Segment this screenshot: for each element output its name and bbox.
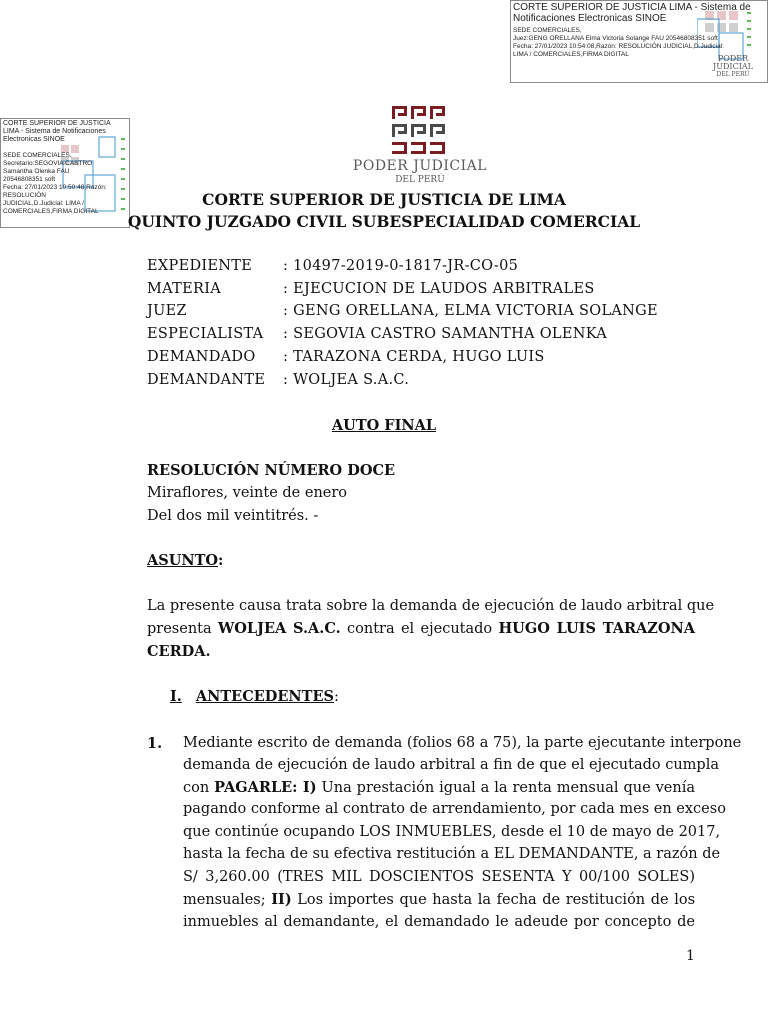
- paragraph-line: mensuales; II) Los importes que hasta la fecha de restitución de los: [183, 891, 696, 908]
- court-name: CORTE SUPERIOR DE JUSTICIA DE LIMA: [202, 190, 566, 209]
- paragraph-line: pagando conforme al contrato de arrendamiento, por cada mes en exceso: [183, 801, 726, 817]
- logo-subtitle: DEL PERÚ: [395, 175, 445, 185]
- digital-signature-stamp-judge: [510, 0, 768, 83]
- item-number: 1.: [147, 735, 163, 752]
- paragraph-line: La presente causa trata sobre la demanda de ejecución de laudo arbitral que: [147, 598, 715, 614]
- resolution-number: RESOLUCIÓN NÚMERO DOCE: [147, 462, 396, 479]
- paragraph-line: S/ 3,260.00 (TRES MIL DOSCIENTOS SESENTA Y 00/100 SOLES): [183, 869, 695, 885]
- document-title: AUTO FINAL: [331, 417, 437, 434]
- meta-value: : 10497-2019-0-1817-JR-CO-05: [283, 258, 519, 274]
- stamp-details: SEDE COMERCIALES, Juez:GENG ORELLANA Elma Victoria Solange FAU 20546808351 soft Fecha: 27/01/2023 10:54:08,Razón: RESOLUCIÓN JUDICIAL,D.Judicial: LIMA / COMERCIALES,FIRMA DIGITAL: [513, 27, 724, 58]
- paragraph-line: que continúe ocupando LOS INMUEBLES, desde el 10 de mayo de 2017,: [183, 824, 721, 840]
- paragraph-line: demanda de ejecución de laudo arbitral a fin de que el ejecutado cumpla: [183, 757, 719, 773]
- court-division: QUINTO JUZGADO CIVIL SUBESPECIALIDAD COMERCIAL: [127, 212, 641, 231]
- poder-judicial-emblem-icon: [390, 104, 448, 156]
- stamp-title: CORTE SUPERIOR DE JUSTICIA LIMA - Sistema de Notificaciones Electronicas SINOE: [513, 2, 751, 24]
- paragraph-line: con PAGARLE: I) Una prestación igual a la renta mensual que venía: [183, 779, 695, 796]
- paragraph-line: CERDA.: [147, 643, 211, 660]
- stamp-seal-name: PODER JUDICIAL DEL PERÚ: [713, 54, 753, 78]
- meta-label: ESPECIALISTA: [147, 326, 264, 342]
- asunto-heading: ASUNTO:: [147, 552, 224, 569]
- meta-value: : TARAZONA CERDA, HUGO LUIS: [283, 349, 545, 365]
- meta-value: : GENG ORELLANA, ELMA VICTORIA SOLANGE: [283, 303, 658, 319]
- page-number: 1: [686, 948, 695, 964]
- meta-label: DEMANDADO: [147, 349, 256, 365]
- paragraph-line: presenta WOLJEA S.A.C. contra el ejecutado HUGO LUIS TARAZONA: [147, 620, 695, 637]
- stamp-title: CORTE SUPERIOR DE JUSTICIA LIMA - Sistema de Notificaciones Electronicas SINOE: [3, 120, 111, 143]
- poder-judicial-logo: [350, 104, 490, 184]
- meta-value: : WOLJEA S.A.C.: [283, 372, 410, 388]
- year-line: Del dos mil veintitrés. -: [147, 508, 319, 524]
- logo-name: PODER JUDICIAL: [352, 158, 488, 174]
- meta-label: JUEZ: [147, 303, 187, 319]
- paragraph-line: hasta la fecha de su efectiva restitución a EL DEMANDANTE, a razón de: [183, 846, 721, 862]
- paragraph-line: Mediante escrito de demanda (folios 68 a 75), la parte ejecutante interpone: [183, 735, 742, 751]
- place-date: Miraflores, veinte de enero: [147, 485, 348, 501]
- paragraph-line: inmuebles al demandante, el demandado le adeude por concepto de: [183, 914, 695, 930]
- meta-label: DEMANDANTE: [147, 372, 266, 388]
- meta-label: EXPEDIENTE: [147, 258, 253, 274]
- meta-value: : EJECUCION DE LAUDOS ARBITRALES: [283, 281, 595, 297]
- meta-label: MATERIA: [147, 281, 221, 297]
- stamp-details: SEDE COMERCIALES, Secretario:SEGOVIA CASTRO Samantha Olenka FAU 20546808351 soft Fecha: 27/01/2023 10:50:48,Razón: RESOLUCIÓN JUDICIAL,D.Judicial: LIMA / COMERCIALES,FIRMA DIGITAL: [3, 152, 107, 215]
- meta-value: : SEGOVIA CASTRO SAMANTHA OLENKA: [283, 326, 608, 342]
- section-heading-antecedentes: I. ANTECEDENTES:: [170, 688, 339, 705]
